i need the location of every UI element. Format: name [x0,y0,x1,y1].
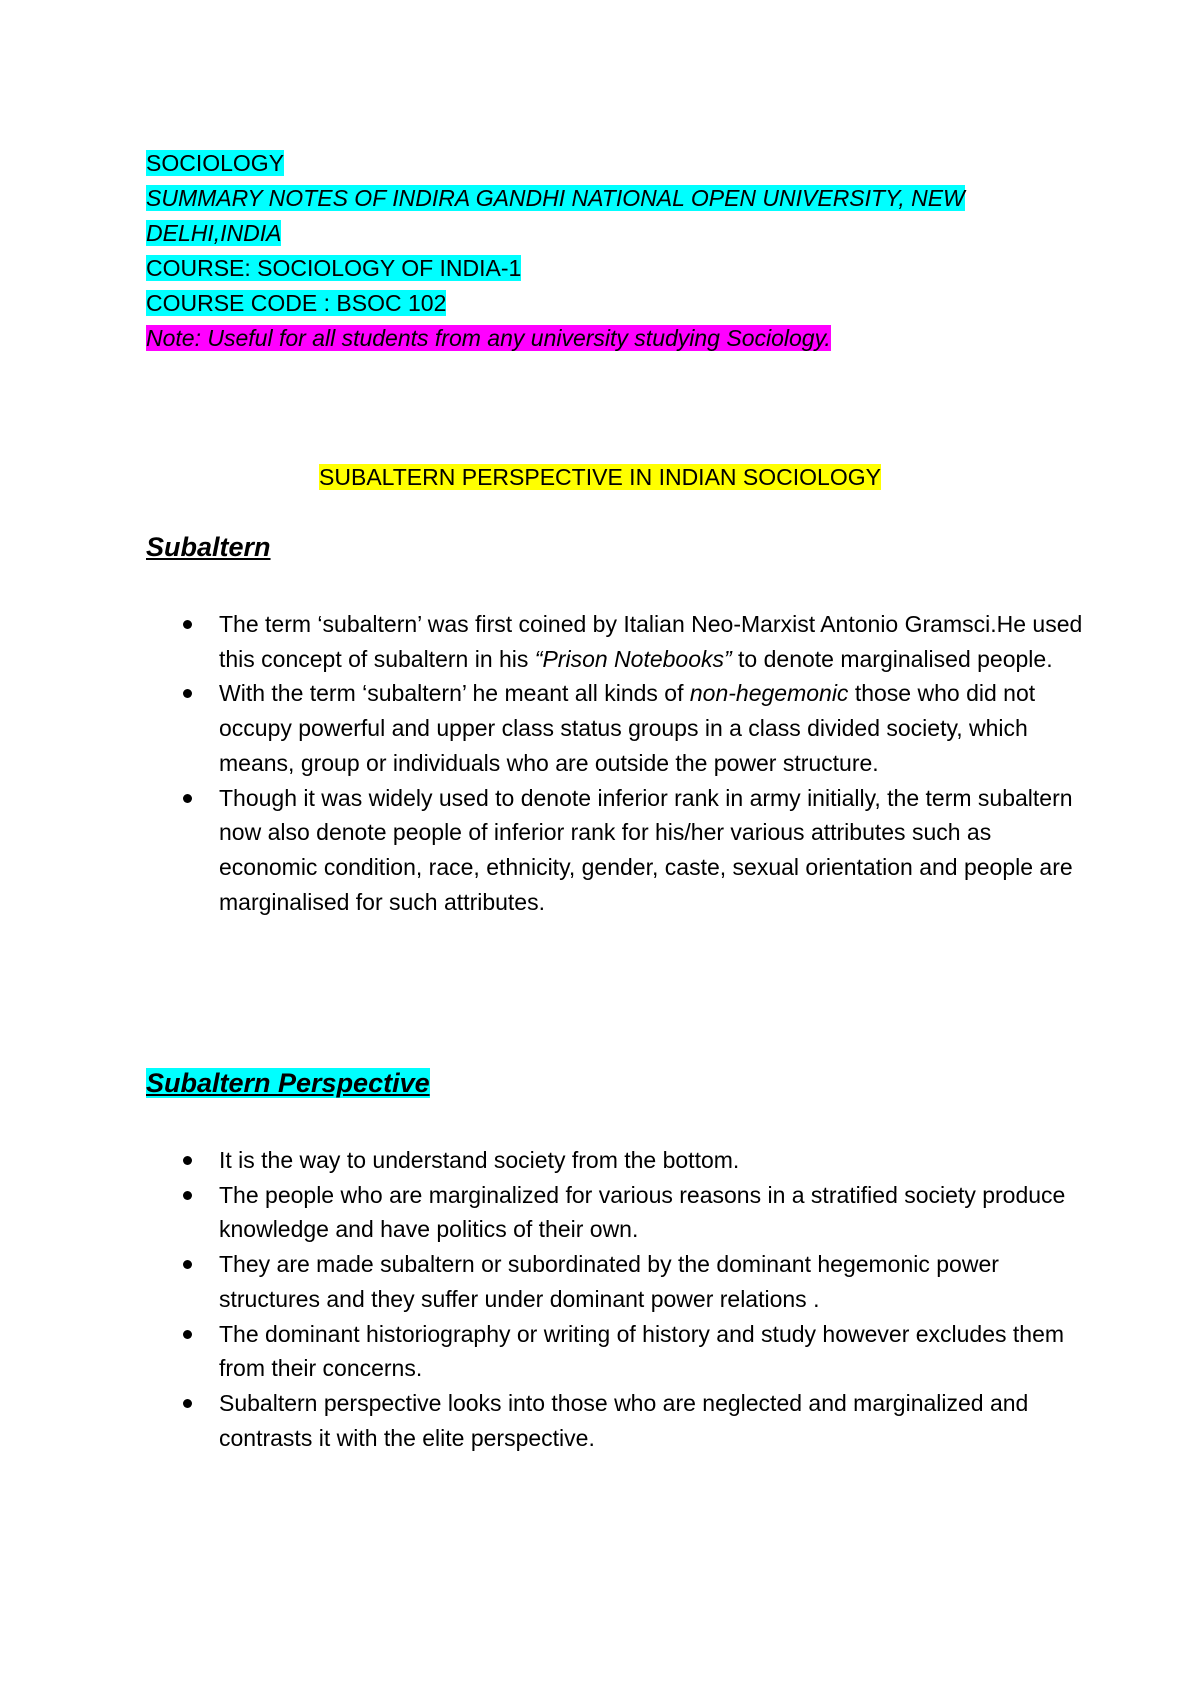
subject-text: SOCIOLOGY [146,150,285,176]
bullet-text: The term ‘subaltern’ was first coined by Italian Neo-Marxist Antonio Gramsci.He used this concept of subaltern in his [219,611,1083,672]
summary-line-1 [146,181,965,215]
section-heading-subaltern-perspective [146,1064,430,1102]
bullet-text-end: to denote marginalised people. [731,645,1053,672]
summary-text-1: SUMMARY NOTES OF INDIRA GANDHI NATIONAL OPEN UNIVERSITY, NEW [146,185,965,211]
summary-line-2 [146,216,281,250]
bullet-icon [183,689,192,698]
bullet-icon [183,1191,192,1200]
subaltern-bullet-list [146,607,1086,919]
bullet-text: The dominant historiography or writing of history and study however excludes them from their concerns. [219,1320,1065,1382]
bullet-emphasis: non-hegemonic [689,680,849,707]
perspective-bullet-list [146,1143,1086,1455]
section-heading-text: Subaltern Perspective [146,1068,430,1098]
list-item [146,676,1086,780]
note-line [146,321,831,355]
course-text: COURSE: SOCIOLOGY OF INDIA-1 [146,255,522,281]
subject-line [146,146,284,180]
bullet-text-end: those who did not occupy powerful and upper class status groups in a class divided society, which means, group or individuals who are outside the power structure. [219,680,1036,776]
course-code-text: COURSE CODE : BSOC 102 [146,290,447,316]
bullet-text: Though it was widely used to denote inferior rank in army initially, the term subaltern now also denote people of inferior rank for his/her various attributes such as economic condition, race, ethnicity, gender, caste, sexual orientation and people are marginalised for such attributes. [219,784,1073,915]
bullet-icon [183,1399,192,1408]
bullet-text: The people who are marginalized for various reasons in a stratified society produce knowledge and have politics of their own. [219,1181,1066,1243]
bullet-icon [183,794,192,803]
document-title-text: SUBALTERN PERSPECTIVE IN INDIAN SOCIOLOGY [319,464,881,490]
bullet-text: Subaltern perspective looks into those who are neglected and marginalized and contrasts it with the elite perspective. [219,1389,1029,1451]
bullet-text: They are made subaltern or subordinated by the dominant hegemonic power structures and they suffer under dominant power relations . [219,1251,999,1312]
course-line [146,251,521,285]
bullet-text: With the term ‘subaltern’ he meant all kinds of [219,680,690,707]
list-item [146,1143,1086,1178]
bullet-icon [183,620,192,629]
list-item [146,1247,1086,1316]
section-heading-text: Subaltern [146,532,271,562]
document-title [0,460,1200,494]
bullet-text: It is the way to understand society from the bottom. [219,1147,740,1173]
bullet-icon [183,1330,192,1339]
summary-text-2: DELHI,INDIA [146,220,282,246]
bullet-emphasis: “Prison Notebooks” [534,645,732,672]
list-item [146,1178,1086,1247]
course-code-line [146,286,446,320]
bullet-icon [183,1260,192,1269]
list-item [146,1317,1086,1386]
list-item [146,1386,1086,1455]
list-item [146,781,1086,920]
section-heading-subaltern [146,528,271,566]
list-item [146,607,1086,676]
note-text: Note: Useful for all students from any university studying Sociology. [146,325,831,351]
bullet-icon [183,1156,192,1165]
